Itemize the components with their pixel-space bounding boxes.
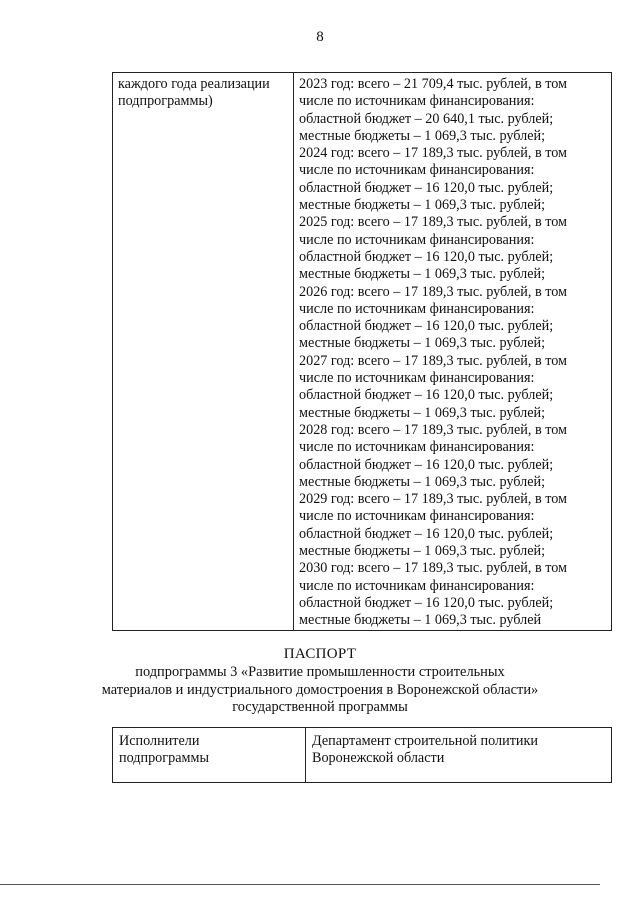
funding-line: 2028 год: всего – 17 189,3 тыс. рублей, в том	[299, 421, 568, 438]
funding-line: числе по источникам финансирования:	[299, 439, 535, 456]
funding-line: местные бюджеты – 1 069,3 тыс. рублей;	[299, 543, 546, 560]
funding-line: областной бюджет – 16 120,0 тыс. рублей;	[299, 248, 554, 265]
scan-edge-line	[0, 884, 600, 885]
cell-line: подпрограммы)	[118, 93, 213, 110]
table-row	[113, 728, 612, 783]
funding-line: числе по источникам финансирования:	[299, 231, 535, 248]
funding-line: числе по источникам финансирования:	[299, 300, 535, 317]
passport-subtitle-line: государственной программы	[232, 699, 408, 715]
funding-table	[112, 72, 612, 631]
cell-line: Воронежской области	[312, 750, 445, 767]
funding-line: 2024 год: всего – 17 189,3 тыс. рублей, в том	[299, 145, 568, 162]
funding-line: местные бюджеты – 1 069,3 тыс. рублей;	[299, 404, 546, 421]
funding-line: областной бюджет – 20 640,1 тыс. рублей;	[299, 110, 554, 127]
funding-values-cell	[294, 73, 612, 631]
funding-line: 2025 год: всего – 17 189,3 тыс. рублей, в том	[299, 214, 568, 231]
funding-line: областной бюджет – 16 120,0 тыс. рублей;	[299, 456, 554, 473]
executors-value-cell	[306, 728, 612, 783]
funding-line: числе по источникам финансирования:	[299, 508, 535, 525]
funding-line: числе по источникам финансирования:	[299, 577, 535, 594]
funding-line: 2027 год: всего – 17 189,3 тыс. рублей, в том	[299, 352, 568, 369]
funding-line: местные бюджеты – 1 069,3 тыс. рублей;	[299, 127, 546, 144]
funding-line: 2026 год: всего – 17 189,3 тыс. рублей, в том	[299, 283, 568, 300]
passport-title: ПАСПОРТ	[283, 646, 357, 662]
funding-line: числе по источникам финансирования:	[299, 93, 535, 110]
funding-line: 2029 год: всего – 17 189,3 тыс. рублей, в том	[299, 491, 568, 508]
funding-line: 2023 год: всего – 21 709,4 тыс. рублей, в том	[299, 76, 568, 92]
funding-line: областной бюджет – 16 120,0 тыс. рублей;	[299, 387, 554, 404]
cell-line: Исполнители	[119, 733, 200, 749]
table-row	[113, 73, 612, 631]
funding-line: числе по источникам финансирования:	[299, 162, 535, 179]
funding-line: местные бюджеты – 1 069,3 тыс. рублей	[299, 612, 542, 629]
funding-line: областной бюджет – 16 120,0 тыс. рублей;	[299, 525, 554, 542]
cell-line: Департамент строительной политики	[312, 733, 539, 749]
executors-table	[112, 727, 612, 783]
funding-line: областной бюджет – 16 120,0 тыс. рублей;	[299, 179, 554, 196]
cell-line: подпрограммы	[119, 750, 209, 767]
funding-line: местные бюджеты – 1 069,3 тыс. рублей;	[299, 473, 546, 490]
executors-label-cell	[113, 728, 306, 783]
funding-label-cell	[113, 73, 294, 631]
passport-subtitle-line: материалов и индустриального домостроения в Воронежской области»	[101, 682, 539, 698]
page-number: 8	[316, 29, 324, 45]
cell-line: каждого года реализации	[118, 76, 270, 92]
funding-line: областной бюджет – 16 120,0 тыс. рублей;	[299, 594, 554, 611]
funding-line: местные бюджеты – 1 069,3 тыс. рублей;	[299, 266, 546, 283]
funding-line: местные бюджеты – 1 069,3 тыс. рублей;	[299, 197, 546, 214]
funding-line: 2030 год: всего – 17 189,3 тыс. рублей, в том	[299, 560, 568, 577]
funding-line: местные бюджеты – 1 069,3 тыс. рублей;	[299, 335, 546, 352]
funding-line: числе по источникам финансирования:	[299, 370, 535, 387]
funding-line: областной бюджет – 16 120,0 тыс. рублей;	[299, 318, 554, 335]
passport-subtitle-line: подпрограммы 3 «Развитие промышленности строительных	[135, 664, 505, 680]
